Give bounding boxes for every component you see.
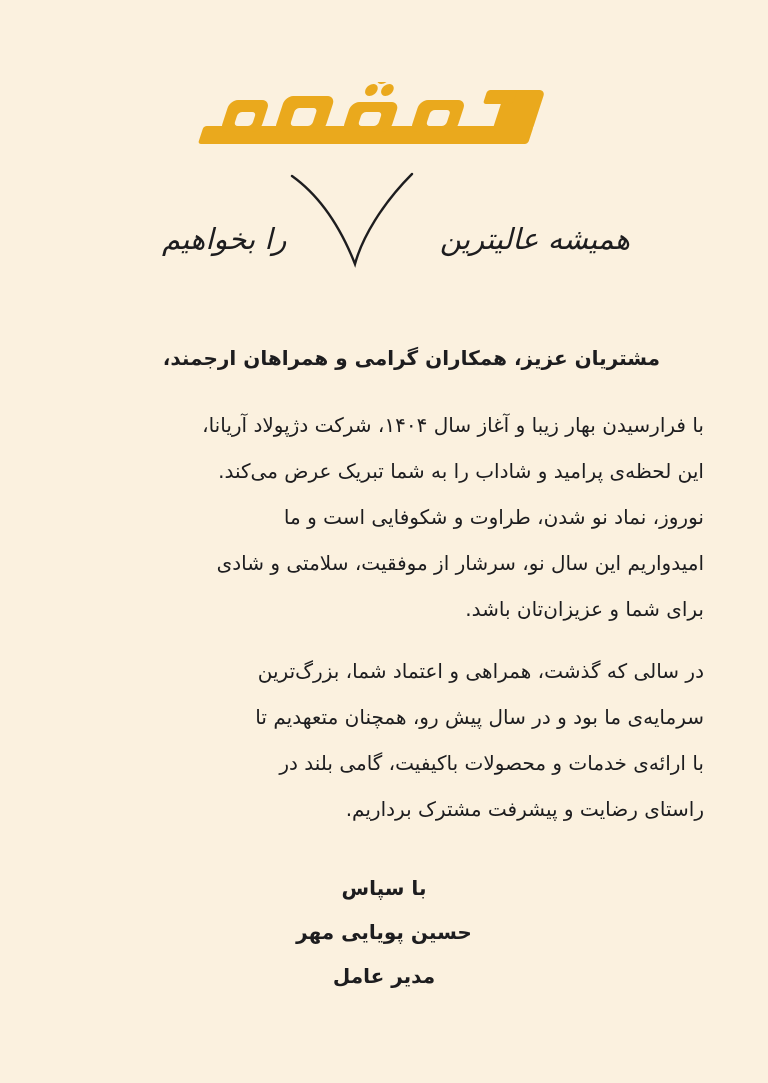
- paragraph-line: راستای رضایت و پیشرفت مشترک برداریم.: [345, 797, 704, 821]
- slogan-text-right: همیشه عالیترین: [439, 222, 630, 256]
- letter-paragraph-2: [64, 648, 704, 832]
- letter-greeting: مشتریان عزیز، همکاران گرامی و همراهان ارجمند،: [162, 346, 660, 370]
- paragraph-line: سرمایه‌ی ما بود و در سال پیش رو، همچنان متعهدیم تا: [255, 705, 704, 729]
- slogan: [150, 166, 630, 278]
- paragraph-line: این لحظه‌ی پرامید و شاداب را به شما تبریک عرض می‌کند.: [218, 459, 704, 483]
- signer-name: حسین پویایی مهر: [296, 920, 472, 944]
- signer-title: مدیر عامل: [332, 964, 436, 988]
- paragraph-line: با ارائه‌ی خدمات و محصولات باکیفیت، گامی بلند در: [279, 751, 704, 775]
- paragraph-line: برای شما و عزیزان‌تان باشد.: [465, 597, 704, 621]
- paragraph-line: در سالی که گذشت، همراهی و اعتماد شما، بزرگ‌ترین: [257, 659, 704, 683]
- letter-signature: [234, 866, 534, 998]
- paragraph-line: امیدواریم این سال نو، سرشار از موفقیت، سلامتی و شادی: [216, 551, 704, 575]
- slogan-text-left: را بخواهیم: [162, 222, 287, 256]
- brand-logo: [190, 82, 560, 152]
- paragraph-line: نوروز، نماد نو شدن، طراوت و شکوفایی است و ما: [283, 505, 704, 529]
- letter-paragraph-1: [64, 402, 704, 632]
- closing-phrase: با سپاس: [341, 876, 427, 900]
- paragraph-line: با فرارسیدن بهار زیبا و آغاز سال ۱۴۰۴، شرکت دژپولاد آریانا،: [202, 413, 704, 437]
- brand-logo-mark: [190, 82, 560, 152]
